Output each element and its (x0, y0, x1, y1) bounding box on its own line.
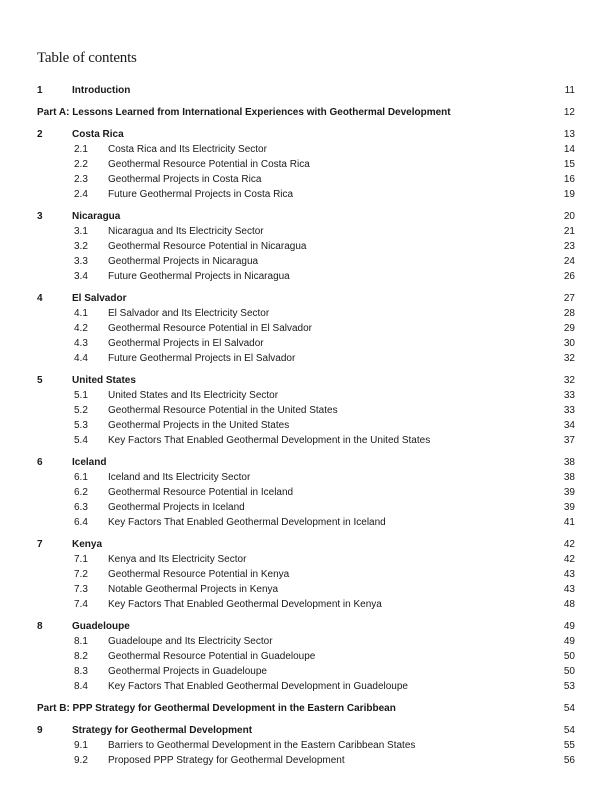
toc-section-title: Guadeloupe and Its Electricity Sector (108, 636, 273, 647)
toc-chapter-number: 7 (37, 539, 43, 550)
toc-section-row[interactable] (37, 418, 575, 433)
toc-chapter-number: 5 (37, 375, 43, 386)
toc-section-title: Notable Geothermal Projects in Kenya (108, 584, 279, 595)
toc-page-number: 42 (563, 539, 575, 550)
toc-page-number: 34 (563, 420, 575, 431)
toc-page-number: 33 (563, 390, 575, 401)
toc-page-number: 39 (563, 502, 575, 513)
toc-page-number: 24 (563, 256, 575, 267)
toc-chapter-number: 3 (37, 211, 43, 222)
toc-section-title: El Salvador and Its Electricity Sector (108, 308, 270, 319)
toc-page-number: 23 (563, 241, 575, 252)
toc-part-title: Part A: Lessons Learned from International Experiences with Geothermal Development (37, 107, 451, 118)
toc-section-title: Kenya and Its Electricity Sector (108, 554, 247, 565)
toc-chapter-title: Strategy for Geothermal Development (72, 725, 253, 736)
toc-chapter-row[interactable] (37, 373, 575, 388)
toc-page-number: 14 (563, 144, 575, 155)
toc-section-number: 6.4 (74, 517, 88, 528)
toc-section-number: 7.3 (74, 584, 88, 595)
toc-page-number: 21 (563, 226, 575, 237)
toc-section-title: Iceland and Its Electricity Sector (108, 472, 251, 483)
toc-section-title: Costa Rica and Its Electricity Sector (108, 144, 267, 155)
toc-section-row[interactable] (37, 597, 575, 612)
toc-section-number: 2.3 (74, 174, 88, 185)
toc-section-number: 6.2 (74, 487, 88, 498)
toc-section-row[interactable] (37, 567, 575, 582)
toc-chapter-row[interactable] (37, 291, 575, 306)
toc-section-title: Geothermal Resource Potential in Kenya (108, 569, 290, 580)
toc-page-number: 15 (563, 159, 575, 170)
toc-page-number: 50 (563, 666, 575, 677)
toc-section-title: Barriers to Geothermal Development in the Eastern Caribbean States (108, 740, 416, 751)
toc-chapter-number: 2 (37, 129, 43, 140)
toc-section-number: 9.2 (74, 755, 88, 766)
toc-section-row[interactable] (37, 664, 575, 679)
toc-chapter-row[interactable] (37, 619, 575, 634)
toc-section-row[interactable] (37, 679, 575, 694)
toc-section-row[interactable] (37, 515, 575, 530)
toc-chapter-row[interactable] (37, 537, 575, 552)
toc-section-row[interactable] (37, 187, 575, 202)
toc-section-title: Future Geothermal Projects in Costa Rica (108, 189, 294, 200)
toc-section-title: Geothermal Projects in Nicaragua (108, 256, 259, 267)
toc-section-title: Geothermal Projects in Costa Rica (108, 174, 262, 185)
toc-section-row[interactable] (37, 470, 575, 485)
toc-section-number: 8.4 (74, 681, 88, 692)
toc-section-number: 4.1 (74, 308, 88, 319)
toc-chapter-number: 4 (37, 293, 43, 304)
toc-title: Table of contents (37, 50, 137, 66)
toc-chapter-number: 8 (37, 621, 43, 632)
toc-page-number: 26 (563, 271, 575, 282)
toc-page-number: 28 (563, 308, 575, 319)
toc-page-number: 29 (563, 323, 575, 334)
toc-page-number: 16 (563, 174, 575, 185)
toc-section-number: 4.3 (74, 338, 88, 349)
toc-section-row[interactable] (37, 306, 575, 321)
toc-section-number: 3.2 (74, 241, 88, 252)
toc-page (37, 50, 575, 768)
toc-section-row[interactable] (37, 351, 575, 366)
toc-chapter-title: Costa Rica (72, 129, 124, 140)
toc-chapter-row[interactable] (37, 127, 575, 142)
toc-section-row[interactable] (37, 738, 575, 753)
toc-section-number: 5.1 (74, 390, 88, 401)
toc-section-number: 7.4 (74, 599, 88, 610)
toc-section-row[interactable] (37, 552, 575, 567)
toc-section-title: Key Factors That Enabled Geothermal Development in Guadeloupe (108, 681, 408, 692)
toc-chapter-title: United States (72, 375, 136, 386)
toc-section-row[interactable] (37, 753, 575, 768)
toc-part-row[interactable] (37, 701, 575, 716)
toc-section-row[interactable] (37, 172, 575, 187)
toc-chapter-number: 9 (37, 725, 43, 736)
toc-chapter-title: El Salvador (72, 293, 127, 304)
toc-page-number: 48 (563, 599, 575, 610)
toc-section-title: Geothermal Resource Potential in Costa Rica (108, 159, 310, 170)
toc-section-title: Geothermal Resource Potential in Iceland (108, 487, 294, 498)
toc-section-number: 3.3 (74, 256, 88, 267)
toc-section-number: 2.2 (74, 159, 88, 170)
toc-part-row[interactable] (37, 105, 575, 120)
toc-page-number: 27 (563, 293, 575, 304)
toc-section-title: Geothermal Resource Potential in Nicaragua (108, 241, 307, 252)
toc-section-row[interactable] (37, 269, 575, 284)
toc-page-number: 49 (563, 636, 575, 647)
toc-page-number: 30 (563, 338, 575, 349)
toc-section-number: 5.2 (74, 405, 88, 416)
toc-section-row[interactable] (37, 649, 575, 664)
toc-section-number: 8.1 (74, 636, 88, 647)
toc-chapter-row[interactable] (37, 723, 575, 738)
toc-section-row[interactable] (37, 388, 575, 403)
toc-page-number: 33 (563, 405, 575, 416)
toc-section-title: Geothermal Resource Potential in El Salvador (108, 323, 312, 334)
toc-section-number: 4.4 (74, 353, 88, 364)
toc-section-number: 2.4 (74, 189, 88, 200)
toc-chapter-title: Nicaragua (72, 211, 121, 222)
toc-chapter-number: 1 (37, 85, 43, 96)
toc-chapter-row[interactable] (37, 209, 575, 224)
toc-section-title: Key Factors That Enabled Geothermal Development in Kenya (108, 599, 382, 610)
toc-section-number: 9.1 (74, 740, 88, 751)
toc-chapter-title: Iceland (72, 457, 107, 468)
toc-section-title: Geothermal Resource Potential in Guadeloupe (108, 651, 316, 662)
toc-section-title: Proposed PPP Strategy for Geothermal Development (108, 755, 345, 766)
toc-section-row[interactable] (37, 485, 575, 500)
toc-section-title: Key Factors That Enabled Geothermal Development in Iceland (108, 517, 386, 528)
toc-chapter-number: 6 (37, 457, 43, 468)
toc-section-row[interactable] (37, 142, 575, 157)
toc-page-number: 38 (563, 472, 575, 483)
toc-page-number: 49 (563, 621, 575, 632)
toc-section-title: Geothermal Resource Potential in the United States (108, 405, 338, 416)
toc-page-number: 42 (563, 554, 575, 565)
toc-section-row[interactable] (37, 321, 575, 336)
toc-chapter-row[interactable] (37, 455, 575, 470)
toc-page-number: 13 (563, 129, 575, 140)
toc-section-title: Geothermal Projects in Iceland (108, 502, 245, 513)
toc-page-number: 20 (563, 211, 575, 222)
toc-section-row[interactable] (37, 224, 575, 239)
toc-page-number: 54 (563, 703, 575, 714)
toc-page-number: 39 (563, 487, 575, 498)
toc-page-number: 37 (563, 435, 575, 446)
toc-chapter-title: Guadeloupe (72, 621, 130, 632)
toc-page-number: 19 (563, 189, 575, 200)
toc-section-row[interactable] (37, 433, 575, 448)
toc-section-number: 6.1 (74, 472, 88, 483)
toc-section-number: 6.3 (74, 502, 88, 513)
toc-section-row[interactable] (37, 403, 575, 418)
toc-section-row[interactable] (37, 634, 575, 649)
toc-section-title: Geothermal Projects in the United States (108, 420, 290, 431)
toc-section-number: 4.2 (74, 323, 88, 334)
toc-page-number: 38 (563, 457, 575, 468)
toc-section-number: 7.1 (74, 554, 88, 565)
toc-chapter-row[interactable] (37, 83, 575, 98)
toc-page-number: 55 (563, 740, 575, 751)
toc-section-title: Nicaragua and Its Electricity Sector (108, 226, 264, 237)
toc-section-row[interactable] (37, 500, 575, 515)
toc-part-title: Part B: PPP Strategy for Geothermal Development in the Eastern Caribbean (37, 703, 396, 714)
toc-section-title: Geothermal Projects in Guadeloupe (108, 666, 267, 677)
toc-section-number: 3.1 (74, 226, 88, 237)
toc-list (37, 83, 575, 768)
toc-section-number: 8.2 (74, 651, 88, 662)
toc-section-number: 5.4 (74, 435, 88, 446)
toc-page-number: 11 (564, 85, 575, 96)
toc-section-title: Key Factors That Enabled Geothermal Development in the United States (108, 435, 431, 446)
toc-page-number: 54 (563, 725, 575, 736)
toc-section-number: 7.2 (74, 569, 88, 580)
toc-page-number: 32 (563, 353, 575, 364)
toc-section-number: 3.4 (74, 271, 88, 282)
toc-page-number: 41 (563, 517, 575, 528)
toc-chapter-title: Introduction (72, 85, 131, 96)
toc-section-number: 8.3 (74, 666, 88, 677)
toc-page-number: 53 (563, 681, 575, 692)
toc-chapter-title: Kenya (72, 539, 103, 550)
toc-section-row[interactable] (37, 254, 575, 269)
toc-page-number: 32 (563, 375, 575, 386)
toc-section-row[interactable] (37, 239, 575, 254)
toc-section-title: United States and Its Electricity Sector (108, 390, 279, 401)
toc-page-number: 56 (563, 755, 575, 766)
toc-section-title: Future Geothermal Projects in Nicaragua (108, 271, 290, 282)
toc-page-number: 50 (563, 651, 575, 662)
toc-page-number: 43 (563, 569, 575, 580)
toc-page-number: 12 (563, 107, 575, 118)
toc-page-number: 43 (563, 584, 575, 595)
toc-section-number: 2.1 (74, 144, 88, 155)
toc-section-row[interactable] (37, 157, 575, 172)
toc-section-number: 5.3 (74, 420, 88, 431)
toc-section-title: Geothermal Projects in El Salvador (108, 338, 264, 349)
toc-section-row[interactable] (37, 336, 575, 351)
toc-section-title: Future Geothermal Projects in El Salvador (108, 353, 296, 364)
toc-section-row[interactable] (37, 582, 575, 597)
